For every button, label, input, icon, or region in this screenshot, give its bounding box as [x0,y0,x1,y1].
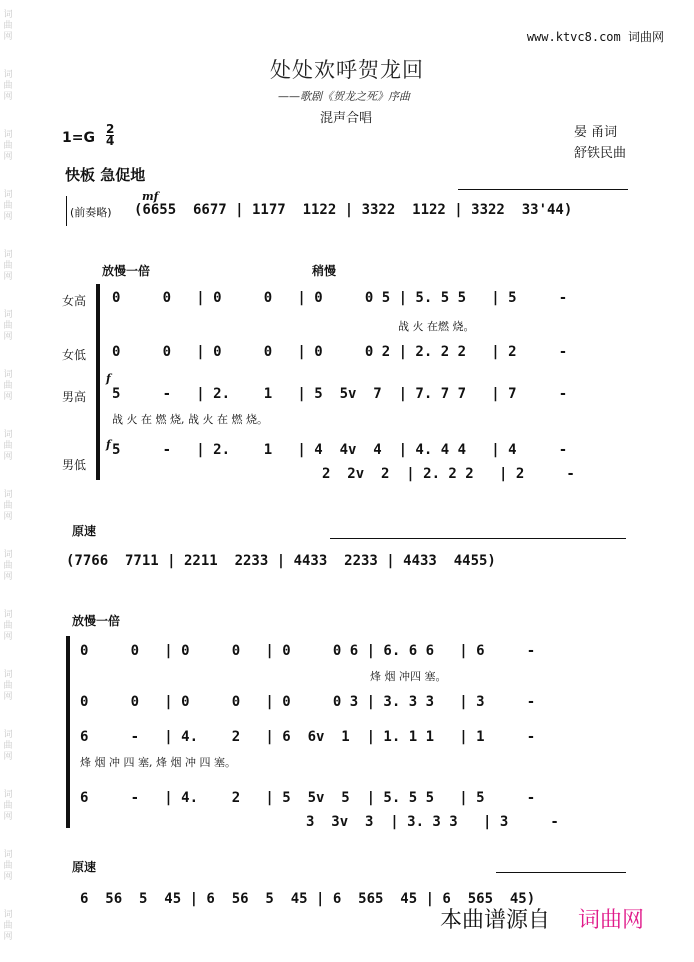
watermark-text: 词曲网 [3,310,13,342]
voice-notes: 5 - | 2. 1 | 4 4v 4 | 4. 4 4 | 4 - [112,442,568,458]
watermark-text: 词曲网 [3,130,13,162]
prelude-notes: (6655 6677 | 1177 1122 | 3322 1122 | 3322 33'44) [134,202,573,218]
dynamic-mark: mf [142,190,159,203]
voice-notes-lower: 3 3v 3 | 3. 3 3 | 3 - [306,814,559,830]
voice-notes: 6 - | 4. 2 | 6 6v 1 | 1. 1 1 | 1 - [80,729,536,745]
source-name-link[interactable]: 词曲网 [578,908,645,933]
composer-credit: 舒铁民曲 [574,146,627,161]
key-signature: 1=G [62,130,95,146]
system-bar [66,196,67,226]
time-signature [106,124,114,147]
watermark-text: 词曲网 [3,910,13,942]
choir-brace [66,636,70,828]
voice-label: 女低 [62,348,87,362]
time-bottom: 4 [106,134,115,148]
watermark-text: 词曲网 [3,610,13,642]
crescendo-line [496,872,626,873]
prelude-label: (前奏略) [70,206,112,219]
watermark-text: 词曲网 [3,790,13,822]
voice-label: 男低 [62,458,87,472]
voice-notes: 0 0 | 0 0 | 0 0 6 | 6. 6 6 | 6 - [80,643,536,659]
voice-notes: 0 0 | 0 0 | 0 0 5 | 5. 5 5 | 5 - [112,290,568,306]
dynamic-mark: f [106,438,111,451]
tempo-marking: 快板 急促地 [65,166,146,184]
time-top: 2 [106,122,115,136]
voice-label: 女高 [62,294,87,308]
watermark-text: 词曲网 [3,730,13,762]
lyricist-credit: 晏 甬词 [574,125,618,140]
watermark-text: 词曲网 [3,10,13,42]
site-header[interactable] [527,28,664,45]
voice-notes-lower: 2 2v 2 | 2. 2 2 | 2 - [322,466,575,482]
site-url[interactable]: www.ktvc8.com [526,30,621,44]
watermark-text: 词曲网 [3,70,13,102]
crescendo-line [458,189,628,190]
watermark-text: 词曲网 [3,490,13,522]
crescendo-line [330,538,626,539]
interlude-notes: (7766 7711 | 2211 2233 | 4433 2233 | 4433 4455) [66,553,496,569]
watermark-text: 词曲网 [3,370,13,402]
interlude-notes: 6 56 5 45 | 6 56 5 45 | 6 565 45 | 6 565 45) [80,891,536,907]
voice-notes: 6 - | 4. 2 | 5 5v 5 | 5. 5 5 | 5 - [80,790,536,806]
watermark-text: 词曲网 [3,850,13,882]
voice-notes: 0 0 | 0 0 | 0 0 2 | 2. 2 2 | 2 - [112,344,568,360]
source-label: 本曲谱源自 [440,908,551,933]
watermark-text: 词曲网 [3,550,13,582]
watermark-text: 词曲网 [3,250,13,282]
tempo-original: 原速 [72,524,97,538]
voice-lyric: 烽 烟 冲四 塞。 [370,670,447,683]
voice-label: 男高 [62,390,87,404]
song-form: 混声合唱 [320,111,373,126]
voice-notes: 0 0 | 0 0 | 0 0 3 | 3. 3 3 | 3 - [80,694,536,710]
voice-lyric: 烽 烟 冲 四 塞, 烽 烟 冲 四 塞。 [80,756,236,769]
voice-lyric: 战 火 在 燃 烧, 战 火 在 燃 烧。 [112,413,268,426]
tempo-original: 原速 [72,860,97,874]
tempo-change-slow: 放慢一倍 [102,264,151,278]
watermark-text: 词曲网 [3,430,13,462]
voice-lyric: 战 火 在燃 烧。 [398,320,475,333]
voice-notes: 5 - | 2. 1 | 5 5v 7 | 7. 7 7 | 7 - [112,386,568,402]
tempo-change-slow: 放慢一倍 [72,614,121,628]
watermark-text: 词曲网 [3,190,13,222]
dynamic-mark: f [106,372,111,385]
song-subtitle: ——歌剧《贺龙之死》序曲 [278,90,410,103]
watermark-text: 词曲网 [3,670,13,702]
choir-brace [96,284,100,480]
tempo-change-slight: 稍慢 [312,264,337,278]
site-name[interactable]: 词曲网 [627,30,664,44]
song-title: 处处欢呼贺龙回 [270,58,424,82]
